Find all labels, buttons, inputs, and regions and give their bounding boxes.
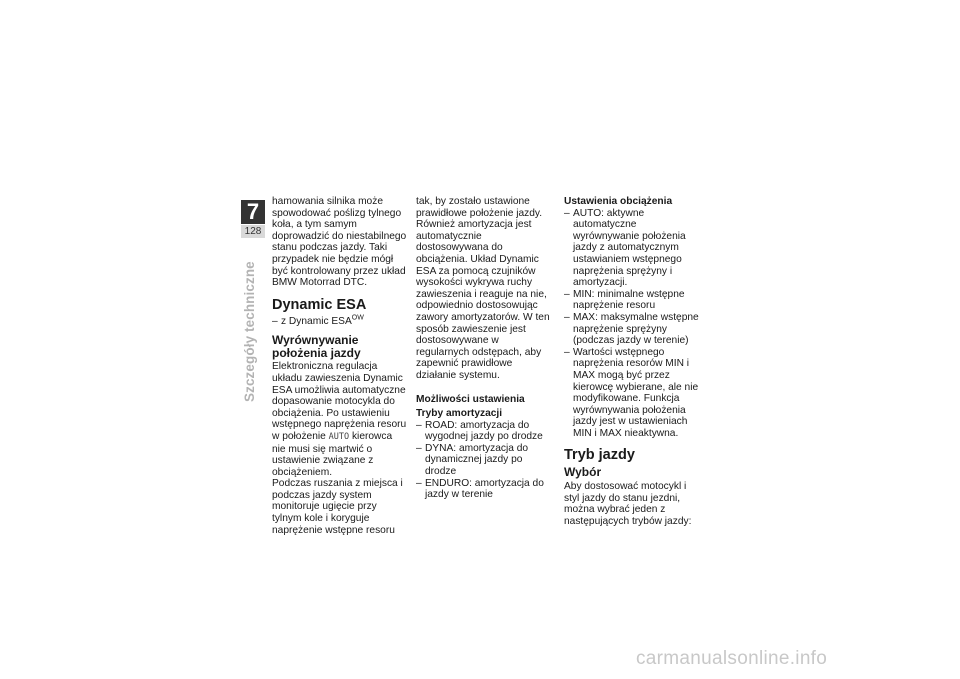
heading-damping-modes: Tryby amortyzacji (416, 408, 503, 420)
watermark: carmanualsonline.info (636, 648, 828, 669)
load-item-note: – Wartości wstępnego naprężenia resorów MIN i MAX mogą być przez kierowcę wybierane, ale nie modyfikowane. Funkcja wyrównywania położenia jazdy jest w ustawieniach MIN i MAX nieaktywna. (564, 347, 704, 440)
chapter-side-title: Szczegóły techniczne (242, 261, 257, 402)
paragraph-damping-adjust: tak, by zostało ustawione prawidłowe położenie jazdy. Również amortyzacja jest automatycznie dostosowywana do obciążenia. Układ Dynamic ESA za pomocą czujników wysokości wykrywa ruchy zawieszenia i reaguje na nie, odpowiednio dostosowując zawory amortyzatorów. W ten sposób zawieszenie jest dostosowywane w regularnych odstępach, aby zapewnić prawidłowe działanie systemu. (416, 196, 550, 381)
load-item-min: – MIN: minimalne wstępne naprężenie resoru (564, 289, 704, 312)
chapter-number: 7 (241, 200, 265, 224)
paragraph-ride-mode-choice: Aby dostosować motocykl i styl jazdy do stanu jezdni, można wybrać jeden z następujących trybów jazdy: (564, 480, 692, 527)
heading-load-settings: Ustawienia obciążenia (564, 196, 673, 207)
chapter-tab (241, 200, 265, 238)
column-1 (272, 196, 408, 536)
page-number: 128 (241, 225, 265, 238)
damping-item-dyna: – DYNA: amortyzacja do dynamicznej jazdy po drodze (416, 443, 552, 478)
damping-modes-list (416, 420, 552, 501)
esa-variant-item: – z Dynamic $ESA^{OW}$ (272, 316, 408, 328)
auto-code: AUTO (328, 431, 350, 442)
load-item-auto: – AUTO: aktywne automatyczne wyrównywanie położenia jazdy z automatycznym ustawianiem wstępnego naprężenia sprężyny i amortyzacji. (564, 208, 704, 289)
heading-settings: Możliwości ustawienia (416, 393, 525, 405)
heading-ride-mode: Tryb jazdy (564, 447, 635, 464)
esa-variant-list (272, 316, 408, 328)
heading-ride-level: Wyrównywanie położenia jazdy (272, 333, 361, 360)
column-3 (564, 196, 704, 527)
paragraph-esa-description: Elektroniczna regulacja układu zawieszenia Dynamic ESA umożliwia automatyczne dopasowanie motocykla do obciążenia. Po ustawieniu wstępnego naprężenia resoru w położenie AUTO kierowca nie musi się martwić o ustawienie związane z obciążeniem. (272, 361, 407, 478)
damping-item-road: – ROAD: amortyzacja do wygodnej jazdy po drodze (416, 420, 552, 443)
column-2 (416, 196, 552, 501)
paragraph-monitoring: Podczas ruszania z miejsca i podczas jazdy system monitoruje ugięcie przy tylnym kole i koryguje naprężenie wstępne resoru (272, 478, 403, 536)
heading-selection: Wybór (564, 465, 602, 480)
paragraph-engine-braking: hamowania silnika może spowodować poślizg tylnego koła, a tym samym doprowadzić do niestabilnego stanu podczas jazdy. Taki przypadek nie będzie mógł być kontrolowany przez układ BMW Motorrad DTC. (272, 196, 407, 289)
option-sup: OW (351, 314, 364, 322)
load-item-max: – MAX: maksymalne wstępne naprężenie sprężyny (podczas jazdy w terenie) (564, 312, 704, 347)
heading-dynamic-esa: Dynamic ESA (272, 296, 367, 313)
damping-item-enduro: – ENDURO: amortyzacja do jazdy w terenie (416, 478, 552, 501)
load-settings-list (564, 208, 704, 440)
